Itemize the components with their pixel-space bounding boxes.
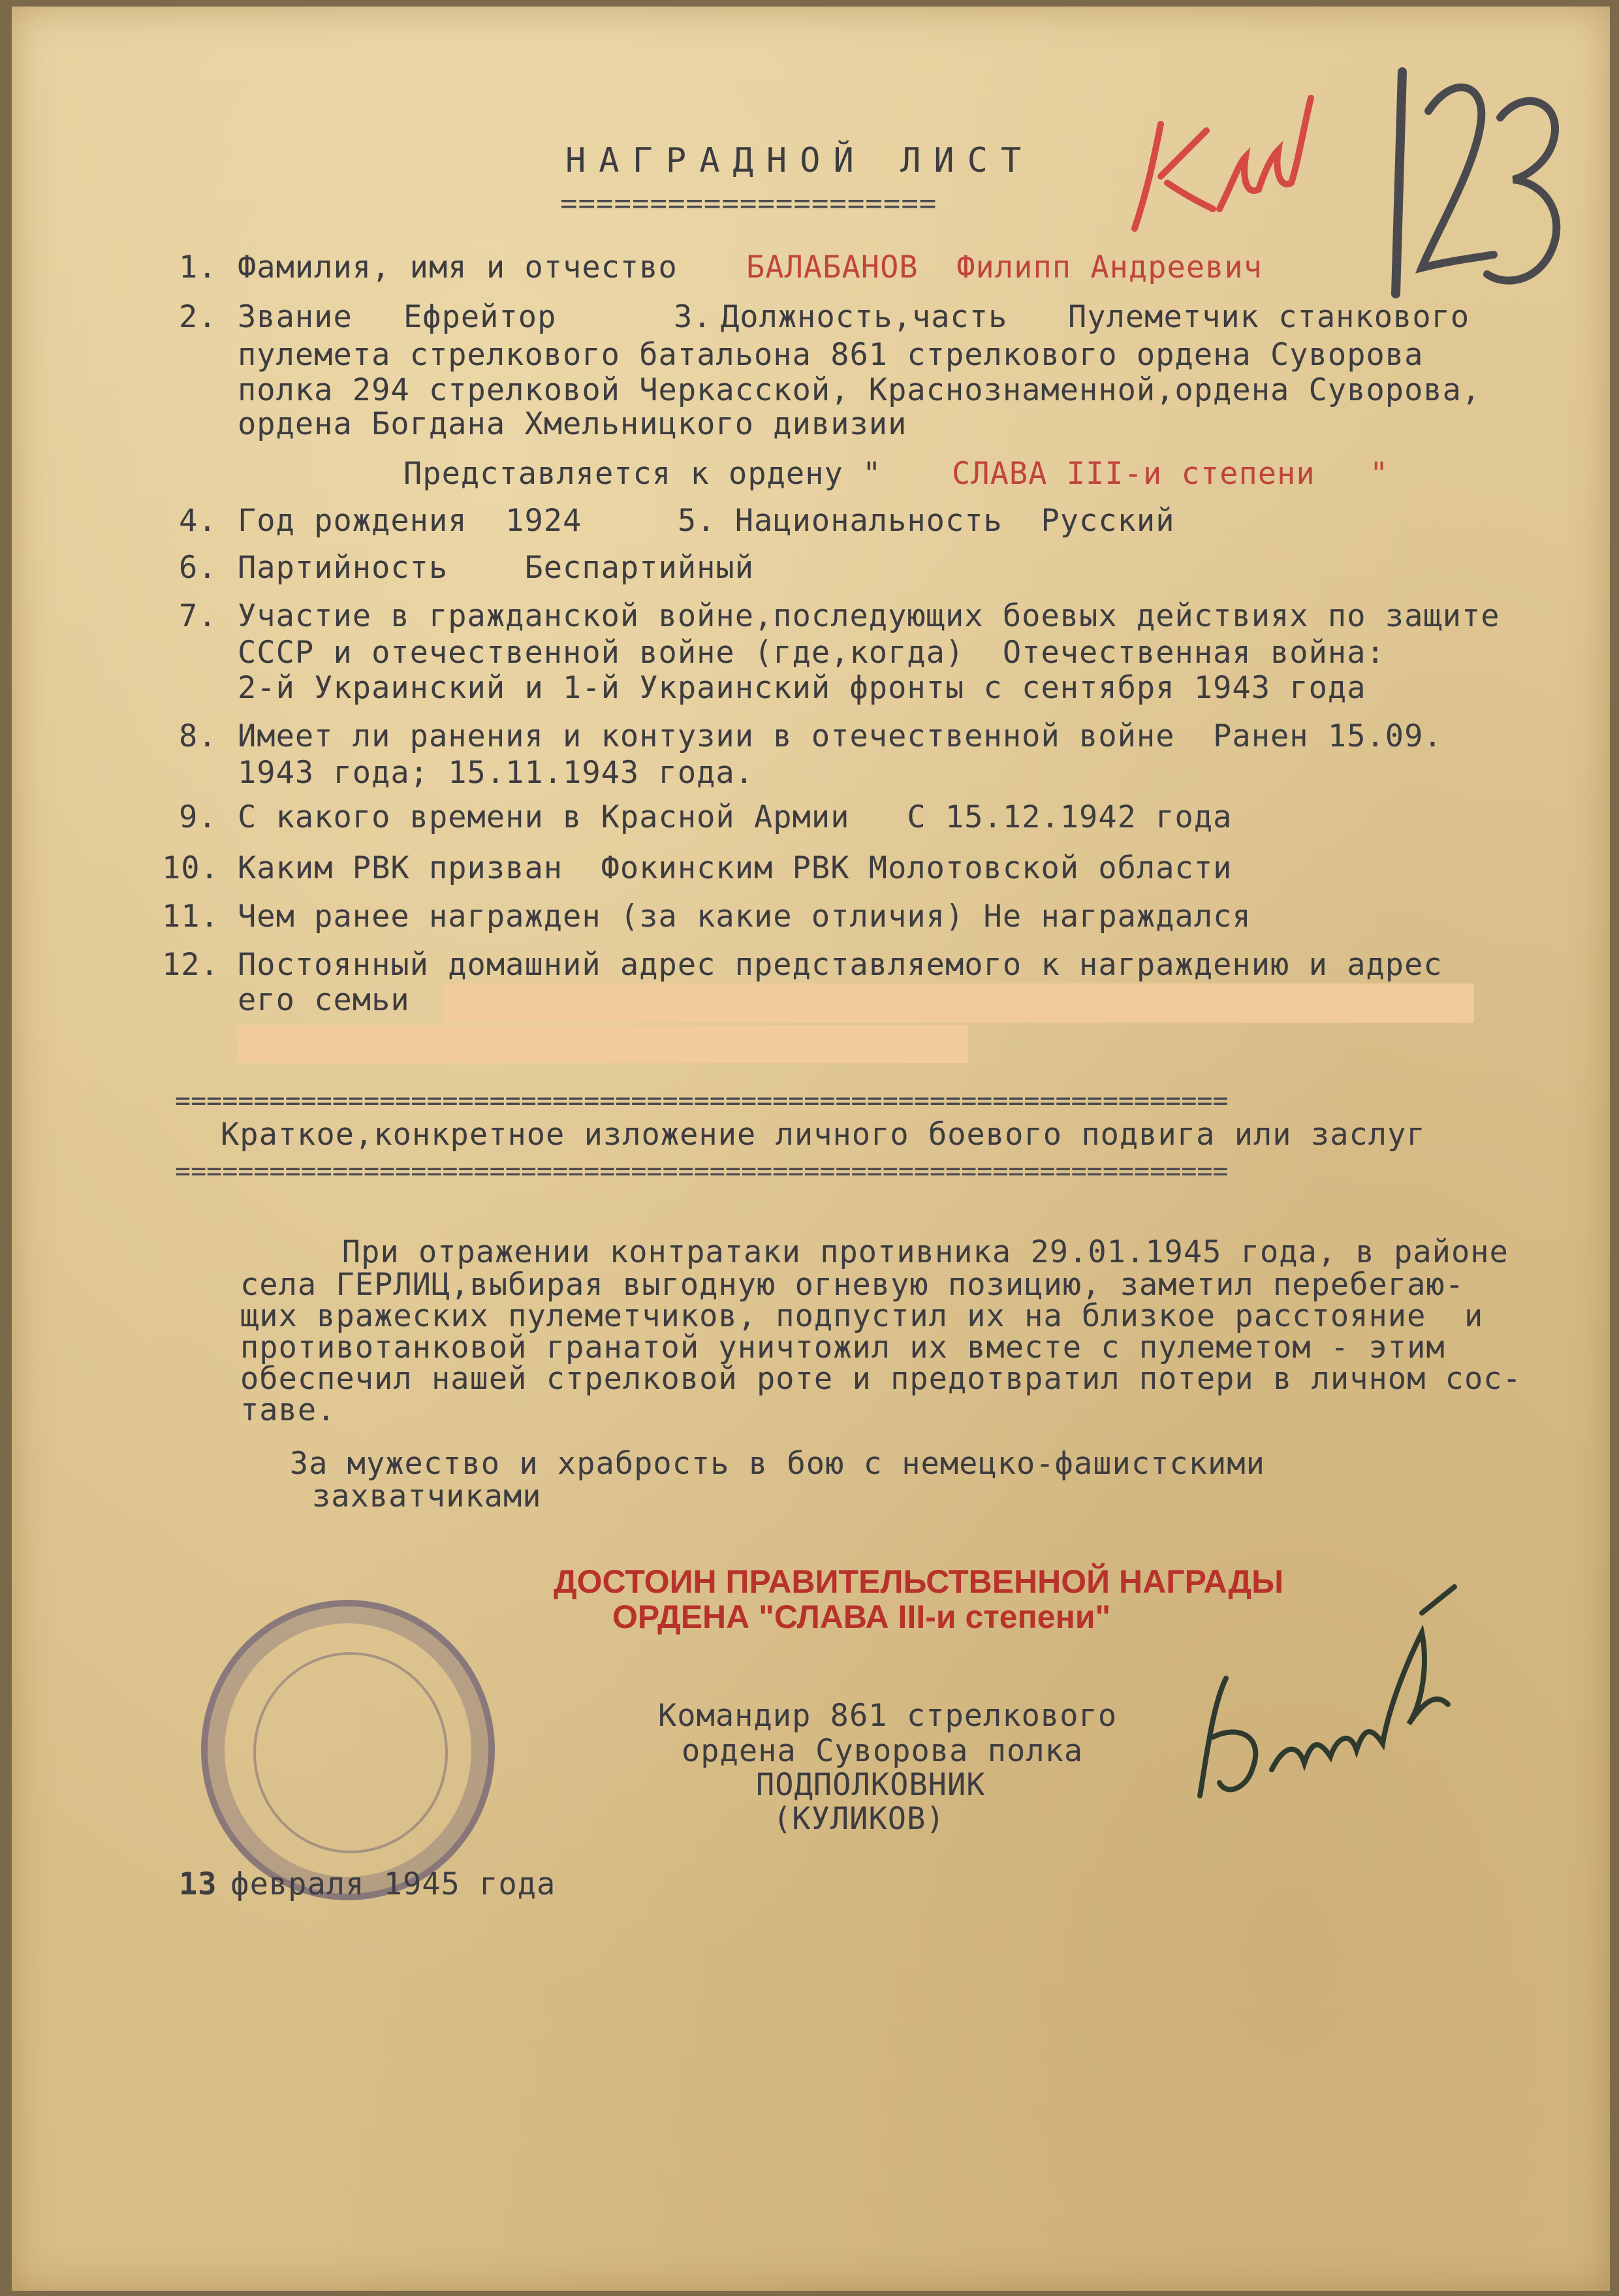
award-sheet: [12, 7, 1610, 2291]
narrative-line-3: щих вражеских пулеметчиков, подпустил их на близкое расстояние и: [240, 1298, 1484, 1334]
address-redaction: [443, 983, 1474, 1023]
field-3-number: 3.: [674, 299, 712, 335]
item-12-line-1: Постоянный домашний адрес представляемого к награждению и адрес: [238, 947, 1443, 983]
item-12-line-2: его семьи: [238, 982, 410, 1018]
field-1-number: 1.: [179, 249, 217, 285]
narrative-line-5: обеспечил нашей стрелковой роте и предотвратил потери в личном сос-: [240, 1361, 1522, 1397]
item-7-number: 7.: [179, 598, 217, 634]
signature-line-2: ордена Суворова полка: [682, 1733, 1084, 1769]
nominated-close-quote: ": [1370, 456, 1389, 492]
field-3-value: Пулеметчик станкового: [1068, 299, 1470, 335]
item-8-line-1: Имеет ли ранения и контузии в отечественной войне Ранен 15.09.: [238, 718, 1443, 754]
item-8-number: 8.: [179, 718, 217, 754]
closing-line-2: захватчиками: [312, 1478, 542, 1514]
field-3-line-2: пулемета стрелкового батальона 861 стрелкового ордена Суворова: [238, 337, 1424, 373]
item-7-line-2: СССР и отечественной войне (где,когда) Отечественная война:: [238, 635, 1385, 671]
field-2-number: 2.: [179, 299, 217, 335]
item-7-line-3: 2-й Украинский и 1-й Украинский фронты с сентября 1943 года: [238, 670, 1366, 706]
field-2-label: Звание: [238, 299, 353, 335]
verdict-line-1: ДОСТОИН ПРАВИТЕЛЬСТВЕННОЙ НАГРАДЫ: [554, 1563, 1284, 1600]
field-3-line-4: ордена Богдана Хмельницкого дивизии: [238, 406, 907, 442]
narrative-line-4: противотанковой гранатой уничтожил их вместе с пулеметом - этим: [240, 1330, 1445, 1365]
date-day: 13: [179, 1866, 217, 1902]
item-9-text: С какого времени в Красной Армии С 15.12.1942 года: [238, 799, 1233, 835]
item-6-number: 6.: [179, 550, 217, 586]
summary-header: Краткое,конкретное изложение личного боевого подвига или заслуг: [221, 1117, 1426, 1153]
signature-rank: ПОДПОЛКОВНИК: [756, 1767, 986, 1803]
item-8-line-2: 1943 года; 15.11.1943 года.: [238, 755, 755, 791]
field-2-value: Ефрейтор: [403, 299, 557, 335]
handwritten-signature: [1174, 1574, 1474, 1822]
red-handwriting-mark: [1108, 85, 1324, 255]
narrative-line-1: При отражении контратаки противника 29.01.1945 года, в районе: [227, 1234, 1509, 1270]
separator-line: ===================================================================: [175, 1158, 1229, 1185]
item-12-number: 12.: [162, 947, 219, 983]
field-1-value: БАЛАБАНОВ Филипп Андреевич: [746, 249, 1263, 285]
closing-line-1: За мужество и храбрость в бою с немецко-фашистскими: [175, 1446, 1265, 1482]
signature-name: (КУЛИКОВ): [773, 1801, 945, 1837]
verdict-line-2: ОРДЕНА "СЛАВА III-и степени": [612, 1599, 1111, 1635]
field-1-label: Фамилия, имя и отчество: [238, 249, 678, 285]
nominated-order: СЛАВА III-и степени: [952, 456, 1315, 492]
separator-line: ===================================================================: [175, 1088, 1229, 1114]
title-underline: =====================: [560, 191, 937, 217]
item-10-text: Каким РВК призван Фокинским РВК Молотовской области: [238, 850, 1233, 886]
item-11-text: Чем ранее награжден (за какие отличия) Не награждался: [238, 899, 1251, 934]
official-seal-stamp: [201, 1600, 495, 1900]
date-rest: февраля 1945 года: [212, 1866, 556, 1902]
item-4-text: Год рождения 1924 5. Национальность Русский: [238, 503, 1175, 539]
item-4-number: 4.: [179, 503, 217, 539]
nominated-label: Представляется к ордену ": [403, 456, 882, 492]
item-7-line-1: Участие в гражданской войне,последующих боевых действиях по защите: [238, 598, 1500, 634]
field-3-label: Должность,часть: [721, 299, 1008, 335]
item-11-number: 11.: [162, 899, 219, 934]
seal-inner-ring: [253, 1652, 448, 1853]
corner-number-123: [1357, 46, 1572, 320]
narrative-line-6: таве.: [240, 1392, 336, 1428]
signature-line-1: Командир 861 стрелкового: [658, 1698, 1118, 1734]
item-6-text: Партийность Беспартийный: [238, 550, 755, 586]
address-redaction: [237, 1025, 968, 1063]
item-9-number: 9.: [179, 799, 217, 835]
field-3-line-3: полка 294 стрелковой Черкасской, Краснознаменной,ордена Суворова,: [238, 372, 1481, 408]
narrative-line-2: села ГЕРЛИЦ,выбирая выгодную огневую позицию, заметил перебегаю-: [240, 1267, 1464, 1303]
item-10-number: 10.: [162, 850, 219, 886]
document-title: НАГРАДНОЙ ЛИСТ: [565, 141, 1035, 180]
